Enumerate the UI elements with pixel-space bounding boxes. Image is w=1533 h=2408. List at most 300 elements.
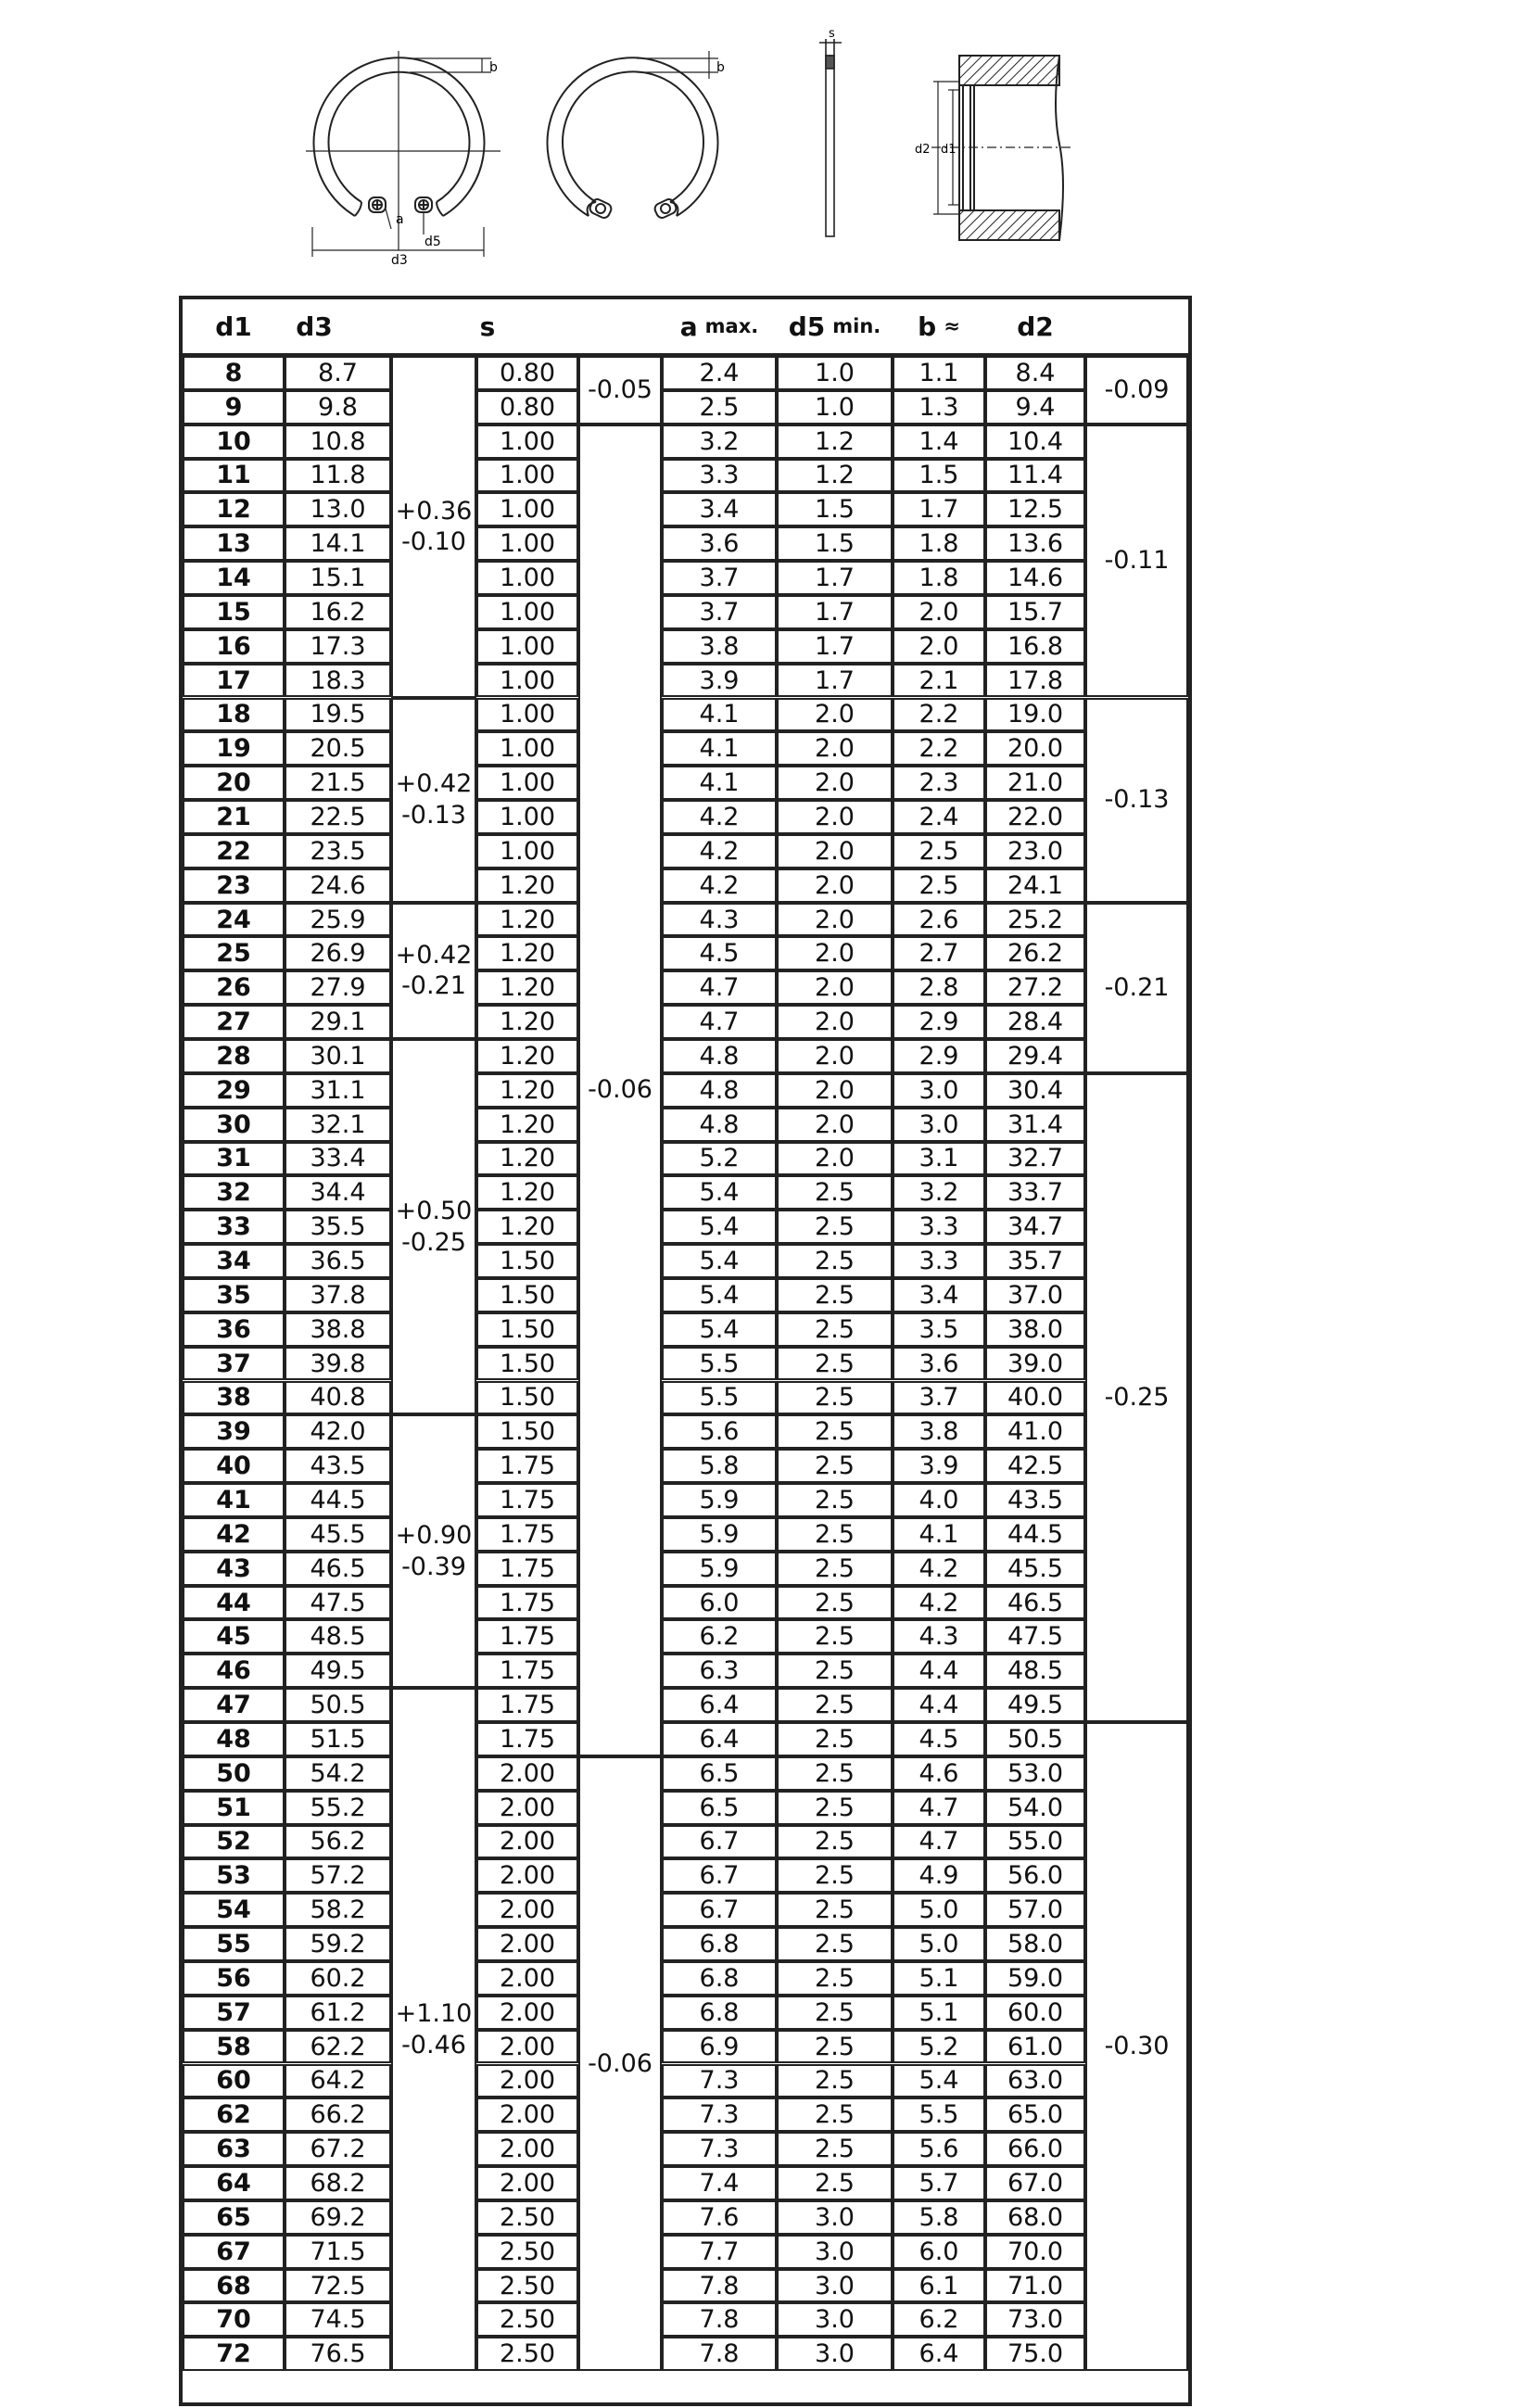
cell-d1: 55 xyxy=(183,1927,285,1961)
cell-d1: 9 xyxy=(183,390,285,425)
cell-b: 1.1 xyxy=(893,356,985,390)
cell-d5-min: 1.7 xyxy=(777,664,893,698)
cell-b: 4.4 xyxy=(893,1654,985,1688)
cell-d1: 40 xyxy=(183,1449,285,1483)
cell-d3: 37.8 xyxy=(285,1278,391,1312)
cell-s: 2.50 xyxy=(476,2269,578,2303)
cell-d3-tolerance xyxy=(391,1414,476,1688)
cell-d5-min: 2.5 xyxy=(777,1381,893,1415)
cell-d5-min: 2.5 xyxy=(777,1688,893,1722)
cell-d5-min: 2.5 xyxy=(777,1654,893,1688)
cell-s: 2.50 xyxy=(476,2337,578,2371)
cell-d1: 44 xyxy=(183,1586,285,1620)
cell-d2-tolerance: -0.09 xyxy=(1085,356,1188,425)
cell-d3: 72.5 xyxy=(285,2269,391,2303)
d3-tolerance-upper: +0.42 xyxy=(395,769,473,799)
cell-d1: 52 xyxy=(183,1825,285,1859)
cell-s: 1.75 xyxy=(476,1552,578,1586)
cell-a-max: 5.4 xyxy=(662,1278,777,1312)
cell-d1: 13 xyxy=(183,526,285,561)
header-d2 xyxy=(985,299,1085,353)
cell-b: 2.6 xyxy=(893,903,985,937)
cell-d1: 30 xyxy=(183,1108,285,1142)
cell-d1: 19 xyxy=(183,731,285,766)
cell-a-max: 7.6 xyxy=(662,2200,777,2235)
d3-tolerance-lower: -0.25 xyxy=(401,1227,466,1257)
cell-d3: 15.1 xyxy=(285,561,391,595)
cell-d3: 22.5 xyxy=(285,800,391,834)
cell-b: 2.5 xyxy=(893,868,985,903)
cell-d1: 34 xyxy=(183,1244,285,1278)
dim-d5-label: d5 xyxy=(424,234,441,249)
cell-b: 3.7 xyxy=(893,1381,985,1415)
cell-d2: 65.0 xyxy=(985,2097,1085,2132)
cell-d3: 50.5 xyxy=(285,1688,391,1722)
cell-d2: 44.5 xyxy=(985,1517,1085,1552)
cell-d1: 38 xyxy=(183,1381,285,1415)
cell-d3: 27.9 xyxy=(285,970,391,1005)
cell-s: 1.20 xyxy=(476,1210,578,1244)
cell-d3: 62.2 xyxy=(285,2030,391,2064)
cell-d1: 41 xyxy=(183,1483,285,1517)
cell-b: 1.8 xyxy=(893,526,985,561)
cell-d2: 16.8 xyxy=(985,629,1085,664)
cell-d3: 24.6 xyxy=(285,868,391,903)
cell-d2: 28.4 xyxy=(985,1005,1085,1039)
ring-front-view-drawing xyxy=(306,51,510,268)
cell-d1: 67 xyxy=(183,2235,285,2269)
cell-b: 2.3 xyxy=(893,766,985,800)
cell-a-max: 4.8 xyxy=(662,1073,777,1108)
cell-b: 2.9 xyxy=(893,1039,985,1073)
cell-d1: 57 xyxy=(183,1996,285,2030)
cell-d2: 14.6 xyxy=(985,561,1085,595)
cell-d2: 25.2 xyxy=(985,903,1085,937)
cell-d2: 31.4 xyxy=(985,1108,1085,1142)
cell-s: 2.00 xyxy=(476,1961,578,1996)
cell-a-max: 6.0 xyxy=(662,1586,777,1620)
cell-d5-min: 2.5 xyxy=(777,2166,893,2200)
cell-d1: 26 xyxy=(183,970,285,1005)
cell-s: 1.75 xyxy=(476,1688,578,1722)
cell-d3: 43.5 xyxy=(285,1449,391,1483)
cell-s: 2.00 xyxy=(476,1858,578,1893)
cell-b: 3.5 xyxy=(893,1312,985,1347)
cell-a-max: 4.8 xyxy=(662,1039,777,1073)
cell-d3: 30.1 xyxy=(285,1039,391,1073)
cell-d5-min: 2.5 xyxy=(777,1893,893,1927)
cell-a-max: 5.9 xyxy=(662,1552,777,1586)
cell-d5-min: 2.5 xyxy=(777,1210,893,1244)
header-d5-suffix: min. xyxy=(832,315,881,337)
cell-s-tolerance: -0.06 xyxy=(578,425,662,1756)
dim-s-label: s xyxy=(829,27,835,41)
cell-a-max: 7.8 xyxy=(662,2269,777,2303)
cell-d1: 50 xyxy=(183,1756,285,1791)
cell-d5-min: 2.0 xyxy=(777,731,893,766)
cell-s: 1.50 xyxy=(476,1312,578,1347)
cell-d5-min: 2.0 xyxy=(777,936,893,970)
cell-a-max: 4.7 xyxy=(662,1005,777,1039)
cell-d2-tolerance: -0.11 xyxy=(1085,425,1188,698)
cell-a-max: 4.3 xyxy=(662,903,777,937)
cell-d2: 19.0 xyxy=(985,698,1085,732)
cell-b: 4.7 xyxy=(893,1825,985,1859)
cell-d2: 67.0 xyxy=(985,2166,1085,2200)
cell-d5-min: 2.0 xyxy=(777,903,893,937)
cell-b: 5.0 xyxy=(893,1927,985,1961)
header-s xyxy=(476,299,499,353)
cell-s: 1.00 xyxy=(476,629,578,664)
header-d5 xyxy=(777,299,893,353)
cell-d5-min: 2.5 xyxy=(777,1449,893,1483)
d3-tolerance-lower: -0.21 xyxy=(401,971,466,1001)
cell-d5-min: 2.5 xyxy=(777,1858,893,1893)
header-s-label: s xyxy=(479,311,496,342)
cell-d3: 20.5 xyxy=(285,731,391,766)
cell-d3: 68.2 xyxy=(285,2166,391,2200)
cell-d5-min: 2.0 xyxy=(777,1073,893,1108)
cell-d5-min: 2.5 xyxy=(777,2030,893,2064)
cell-d5-min: 1.0 xyxy=(777,390,893,425)
cell-d5-min: 1.2 xyxy=(777,459,893,493)
cell-b: 2.0 xyxy=(893,629,985,664)
cell-d1: 48 xyxy=(183,1722,285,1756)
cell-d5-min: 2.5 xyxy=(777,1927,893,1961)
cell-a-max: 4.2 xyxy=(662,868,777,903)
cell-b: 5.2 xyxy=(893,2030,985,2064)
cell-d3: 69.2 xyxy=(285,2200,391,2235)
cell-a-max: 6.5 xyxy=(662,1756,777,1791)
cell-d2-tolerance: -0.25 xyxy=(1085,1073,1188,1722)
cell-d3: 74.5 xyxy=(285,2302,391,2337)
cell-d1: 31 xyxy=(183,1142,285,1176)
cell-d2: 22.0 xyxy=(985,800,1085,834)
cell-b: 2.0 xyxy=(893,595,985,629)
cell-d2: 61.0 xyxy=(985,2030,1085,2064)
cell-a-max: 3.8 xyxy=(662,629,777,664)
cell-d3: 64.2 xyxy=(285,2064,391,2098)
header-b xyxy=(893,299,985,353)
cell-d2: 54.0 xyxy=(985,1791,1085,1825)
cell-b: 2.8 xyxy=(893,970,985,1005)
cell-s: 1.50 xyxy=(476,1414,578,1449)
d3-tolerance-lower: -0.39 xyxy=(401,1552,466,1581)
cell-s: 1.75 xyxy=(476,1483,578,1517)
cell-s: 1.00 xyxy=(476,766,578,800)
cell-d5-min: 2.5 xyxy=(777,2064,893,2098)
cell-a-max: 4.1 xyxy=(662,731,777,766)
cell-b: 5.1 xyxy=(893,1961,985,1996)
cell-d3: 57.2 xyxy=(285,1858,391,1893)
cell-d3: 25.9 xyxy=(285,903,391,937)
cell-a-max: 4.7 xyxy=(662,970,777,1005)
cell-a-max: 7.7 xyxy=(662,2235,777,2269)
cell-s: 1.00 xyxy=(476,731,578,766)
cell-b: 3.0 xyxy=(893,1073,985,1108)
cell-d2: 68.0 xyxy=(985,2200,1085,2235)
cell-b: 5.4 xyxy=(893,2064,985,2098)
cell-s: 1.00 xyxy=(476,425,578,459)
cell-b: 6.0 xyxy=(893,2235,985,2269)
cell-s: 1.20 xyxy=(476,1108,578,1142)
cell-s: 1.00 xyxy=(476,459,578,493)
cell-d1: 33 xyxy=(183,1210,285,1244)
cell-a-max: 3.3 xyxy=(662,459,777,493)
cell-b: 4.2 xyxy=(893,1586,985,1620)
header-a xyxy=(662,299,777,353)
cell-d3: 17.3 xyxy=(285,629,391,664)
cell-s: 1.20 xyxy=(476,970,578,1005)
cell-s: 1.00 xyxy=(476,800,578,834)
cell-a-max: 3.6 xyxy=(662,526,777,561)
cell-d5-min: 1.7 xyxy=(777,561,893,595)
cell-s: 1.20 xyxy=(476,903,578,937)
cell-s-tolerance: -0.05 xyxy=(578,356,662,425)
cell-d5-min: 2.0 xyxy=(777,1142,893,1176)
cell-d1: 36 xyxy=(183,1312,285,1347)
cell-b: 5.1 xyxy=(893,1996,985,2030)
cell-d2: 43.5 xyxy=(985,1483,1085,1517)
cell-d5-min: 2.5 xyxy=(777,1517,893,1552)
cell-d1: 8 xyxy=(183,356,285,390)
cell-d3: 35.5 xyxy=(285,1210,391,1244)
cell-d5-min: 2.5 xyxy=(777,2132,893,2166)
cell-d2: 48.5 xyxy=(985,1654,1085,1688)
cell-d5-min: 3.0 xyxy=(777,2302,893,2337)
cell-d3: 19.5 xyxy=(285,698,391,732)
cell-s: 1.20 xyxy=(476,1175,578,1210)
cell-a-max: 5.5 xyxy=(662,1347,777,1381)
cell-d2: 66.0 xyxy=(985,2132,1085,2166)
cell-d2: 37.0 xyxy=(985,1278,1085,1312)
cell-d3: 18.3 xyxy=(285,664,391,698)
cell-d5-min: 2.5 xyxy=(777,1825,893,1859)
cell-d1: 29 xyxy=(183,1073,285,1108)
cell-d1: 21 xyxy=(183,800,285,834)
cell-b: 5.7 xyxy=(893,2166,985,2200)
cell-s: 1.75 xyxy=(476,1654,578,1688)
d3-tolerance-lower: -0.46 xyxy=(401,2030,466,2059)
cell-d2: 58.0 xyxy=(985,1927,1085,1961)
header-b-suffix: ≈ xyxy=(944,315,960,337)
cell-b: 5.0 xyxy=(893,1893,985,1927)
cell-d2: 49.5 xyxy=(985,1688,1085,1722)
cell-b: 4.2 xyxy=(893,1552,985,1586)
ring-isometric-view-drawing xyxy=(533,51,737,255)
header-d3-label: d3 xyxy=(296,311,333,342)
cell-s: 2.00 xyxy=(476,1927,578,1961)
d3-tolerance-lower: -0.10 xyxy=(401,527,466,557)
cell-a-max: 6.7 xyxy=(662,1893,777,1927)
dim-b-label: b xyxy=(489,60,498,75)
cell-d5-min: 1.0 xyxy=(777,356,893,390)
cell-a-max: 6.4 xyxy=(662,1688,777,1722)
cell-d3-tolerance xyxy=(391,698,476,903)
cell-d5-min: 1.7 xyxy=(777,595,893,629)
cell-s: 1.75 xyxy=(476,1619,578,1654)
cell-a-max: 4.1 xyxy=(662,698,777,732)
cell-s: 1.50 xyxy=(476,1278,578,1312)
cell-s: 2.50 xyxy=(476,2302,578,2337)
header-d5-label: d5 xyxy=(788,311,826,342)
cell-d1: 68 xyxy=(183,2269,285,2303)
cell-a-max: 7.3 xyxy=(662,2064,777,2098)
cell-d2: 42.5 xyxy=(985,1449,1085,1483)
cell-b: 6.1 xyxy=(893,2269,985,2303)
cell-s: 2.00 xyxy=(476,1825,578,1859)
cell-a-max: 7.4 xyxy=(662,2166,777,2200)
cell-s: 1.00 xyxy=(476,561,578,595)
cell-b: 3.3 xyxy=(893,1244,985,1278)
cell-d2: 21.0 xyxy=(985,766,1085,800)
cell-d3: 58.2 xyxy=(285,1893,391,1927)
cell-d5-min: 1.2 xyxy=(777,425,893,459)
cell-b: 2.2 xyxy=(893,698,985,732)
cell-d5-min: 2.5 xyxy=(777,1175,893,1210)
cell-a-max: 7.8 xyxy=(662,2302,777,2337)
cell-d3: 44.5 xyxy=(285,1483,391,1517)
cell-d1: 65 xyxy=(183,2200,285,2235)
cell-d1: 53 xyxy=(183,1858,285,1893)
cell-b: 5.6 xyxy=(893,2132,985,2166)
cell-d3: 67.2 xyxy=(285,2132,391,2166)
cell-a-max: 6.7 xyxy=(662,1825,777,1859)
cell-s: 2.00 xyxy=(476,2097,578,2132)
cell-d3: 23.5 xyxy=(285,834,391,868)
cell-d2-tolerance: -0.30 xyxy=(1085,1722,1188,2371)
cell-s: 2.00 xyxy=(476,1756,578,1791)
d3-tolerance-upper: +0.36 xyxy=(395,496,473,526)
cell-d1: 16 xyxy=(183,629,285,664)
cell-d2: 29.4 xyxy=(985,1039,1085,1073)
cell-d5-min: 2.5 xyxy=(777,1961,893,1996)
cell-d1: 62 xyxy=(183,2097,285,2132)
cell-d2: 13.6 xyxy=(985,526,1085,561)
cell-a-max: 4.2 xyxy=(662,834,777,868)
cell-s: 2.00 xyxy=(476,1791,578,1825)
cell-d5-min: 3.0 xyxy=(777,2269,893,2303)
cell-d1: 51 xyxy=(183,1791,285,1825)
cell-d5-min: 2.5 xyxy=(777,1278,893,1312)
cell-d5-min: 2.5 xyxy=(777,1996,893,2030)
cell-d3: 42.0 xyxy=(285,1414,391,1449)
cell-d2: 41.0 xyxy=(985,1414,1085,1449)
cell-d3: 60.2 xyxy=(285,1961,391,1996)
cell-d2: 33.7 xyxy=(985,1175,1085,1210)
cell-s: 2.50 xyxy=(476,2200,578,2235)
dim-a-label: a xyxy=(396,212,404,227)
cell-d5-min: 2.5 xyxy=(777,2097,893,2132)
header-b-label: b xyxy=(918,311,937,342)
cell-a-max: 5.2 xyxy=(662,1142,777,1176)
dim-d3-label: d3 xyxy=(391,253,408,268)
cell-b: 4.6 xyxy=(893,1756,985,1791)
cell-a-max: 5.5 xyxy=(662,1381,777,1415)
cell-d3: 71.5 xyxy=(285,2235,391,2269)
cell-d1: 24 xyxy=(183,903,285,937)
retaining-ring-dimension-table xyxy=(179,296,1192,2406)
cell-d3: 49.5 xyxy=(285,1654,391,1688)
cell-d3: 34.4 xyxy=(285,1175,391,1210)
cell-d2: 8.4 xyxy=(985,356,1085,390)
cell-s: 1.75 xyxy=(476,1517,578,1552)
cell-b: 3.2 xyxy=(893,1175,985,1210)
cell-s: 1.00 xyxy=(476,595,578,629)
cell-d5-min: 2.0 xyxy=(777,1039,893,1073)
cell-d2: 55.0 xyxy=(985,1825,1085,1859)
cell-a-max: 6.4 xyxy=(662,1722,777,1756)
cell-b: 4.5 xyxy=(893,1722,985,1756)
technical-drawings xyxy=(0,0,1533,278)
cell-d1: 45 xyxy=(183,1619,285,1654)
cell-d3: 61.2 xyxy=(285,1996,391,2030)
cell-d2: 53.0 xyxy=(985,1756,1085,1791)
cell-d1: 32 xyxy=(183,1175,285,1210)
cell-d5-min: 2.5 xyxy=(777,1244,893,1278)
cell-a-max: 6.2 xyxy=(662,1619,777,1654)
cell-d5-min: 2.5 xyxy=(777,1722,893,1756)
cell-d5-min: 2.0 xyxy=(777,1005,893,1039)
cell-b: 3.0 xyxy=(893,1108,985,1142)
cell-a-max: 5.4 xyxy=(662,1244,777,1278)
cell-s: 1.50 xyxy=(476,1244,578,1278)
cell-a-max: 5.8 xyxy=(662,1449,777,1483)
dim-b-label-2: b xyxy=(716,60,725,75)
cell-d2: 47.5 xyxy=(985,1619,1085,1654)
cell-d1: 63 xyxy=(183,2132,285,2166)
cell-b: 2.7 xyxy=(893,936,985,970)
cell-s-tolerance: -0.06 xyxy=(578,1756,662,2371)
cell-b: 3.8 xyxy=(893,1414,985,1449)
cell-d3: 13.0 xyxy=(285,492,391,526)
cell-d2: 10.4 xyxy=(985,425,1085,459)
cell-b: 2.1 xyxy=(893,664,985,698)
cell-d5-min: 3.0 xyxy=(777,2337,893,2371)
cell-d5-min: 2.5 xyxy=(777,1586,893,1620)
header-d1-label: d1 xyxy=(215,311,252,342)
cell-d5-min: 2.5 xyxy=(777,1552,893,1586)
cell-d5-min: 2.0 xyxy=(777,834,893,868)
cell-s: 1.00 xyxy=(476,492,578,526)
cell-d3: 55.2 xyxy=(285,1791,391,1825)
cell-b: 5.8 xyxy=(893,2200,985,2235)
cell-d3: 54.2 xyxy=(285,1756,391,1791)
cell-d1: 37 xyxy=(183,1347,285,1381)
cell-d5-min: 2.0 xyxy=(777,766,893,800)
cell-d5-min: 2.5 xyxy=(777,1791,893,1825)
cell-s: 1.20 xyxy=(476,1005,578,1039)
cell-d2: 46.5 xyxy=(985,1586,1085,1620)
cell-d2: 30.4 xyxy=(985,1073,1085,1108)
cell-b: 1.4 xyxy=(893,425,985,459)
cell-d1: 72 xyxy=(183,2337,285,2371)
cell-d2: 24.1 xyxy=(985,868,1085,903)
cell-d3: 8.7 xyxy=(285,356,391,390)
cell-d3: 38.8 xyxy=(285,1312,391,1347)
cell-a-max: 4.1 xyxy=(662,766,777,800)
cell-d1: 60 xyxy=(183,2064,285,2098)
cell-d3: 46.5 xyxy=(285,1552,391,1586)
cell-b: 4.7 xyxy=(893,1791,985,1825)
cell-b: 4.0 xyxy=(893,1483,985,1517)
cell-d3-tolerance xyxy=(391,1688,476,2371)
cell-a-max: 3.9 xyxy=(662,664,777,698)
cell-b: 4.3 xyxy=(893,1619,985,1654)
d3-tolerance-lower: -0.13 xyxy=(401,801,466,830)
cell-d2: 9.4 xyxy=(985,390,1085,425)
cell-a-max: 5.4 xyxy=(662,1175,777,1210)
